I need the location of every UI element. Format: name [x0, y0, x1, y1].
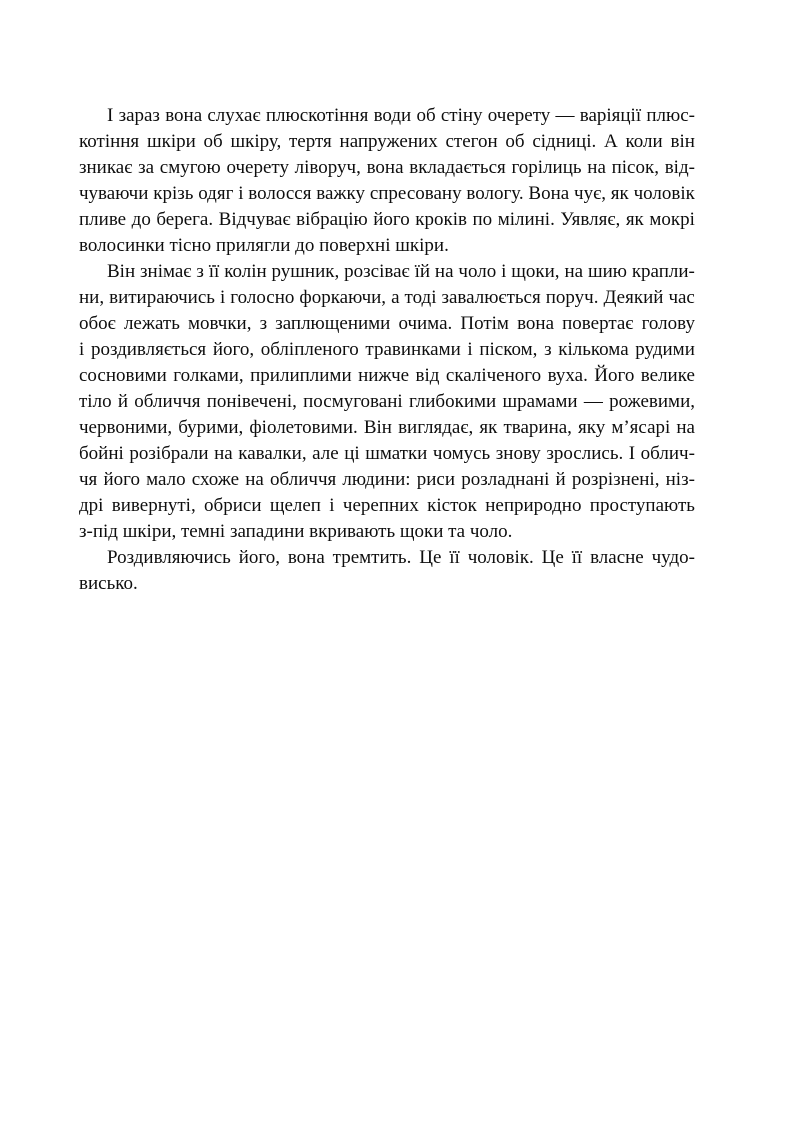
word: І [107, 105, 114, 126]
text-line [79, 207, 695, 233]
word: вуха. [547, 365, 588, 386]
word: чує, [574, 183, 606, 204]
paragraph [79, 545, 695, 597]
text-line [79, 103, 695, 129]
word: сідниці. [532, 131, 597, 152]
word: мовчки, [188, 313, 252, 334]
word: лежать [123, 313, 180, 334]
word: посмуговані [303, 391, 403, 412]
word: їй [414, 261, 431, 282]
word: бойні [79, 443, 124, 464]
word: поруч. [545, 287, 599, 308]
word: об [505, 131, 525, 152]
word: кісток [427, 495, 477, 516]
word: Його [594, 365, 635, 386]
word: риси [416, 469, 456, 490]
word: тертя [288, 131, 332, 152]
word: Деякий [603, 287, 664, 308]
word: як [479, 417, 498, 438]
word: з [196, 261, 204, 282]
word: його, [238, 547, 280, 568]
word: мілині. [497, 209, 555, 230]
word: пливе [79, 209, 127, 230]
word: плюскотіння [265, 105, 369, 126]
word: очерету [226, 157, 289, 178]
word: на [214, 443, 233, 464]
word: — [583, 391, 603, 412]
word: шию [587, 261, 627, 282]
word: глибокими [408, 391, 497, 412]
word: нижче [358, 365, 410, 386]
word: Це [541, 547, 564, 568]
text-line [79, 441, 695, 467]
word: піском, [479, 339, 538, 360]
word: неприродно [485, 495, 582, 516]
word: кавалки, [238, 443, 307, 464]
word: шкіри [146, 131, 196, 152]
word: з [259, 313, 268, 334]
word: об [416, 105, 436, 126]
word: розсіває [344, 261, 410, 282]
word: рожевими, [609, 391, 695, 412]
word: власне [590, 547, 644, 568]
word: м’ясарі [611, 417, 671, 438]
text-line [79, 493, 695, 519]
text-line [79, 311, 695, 337]
word: плюс- [646, 105, 695, 126]
word: а [391, 287, 400, 308]
word: мало [146, 469, 186, 490]
word: обоє [79, 313, 116, 334]
word: зникає [79, 157, 133, 178]
word: Роздивляючись [107, 547, 231, 568]
word: велике [640, 365, 695, 386]
word: від [415, 365, 440, 386]
word: чуваючи [79, 183, 149, 204]
word: Він [363, 417, 392, 438]
word: дрі [79, 495, 104, 516]
word: від- [664, 157, 695, 178]
word: роздивляється [90, 339, 207, 360]
word: чудо- [651, 547, 695, 568]
text-line: з-під шкіри, темні западини вкривають щоки та чоло. [79, 521, 513, 542]
word: розібрали [129, 443, 209, 464]
word: ліворуч, [294, 157, 361, 178]
word: одяг [198, 183, 234, 204]
word: А [604, 131, 618, 152]
word: колін [224, 261, 267, 282]
word: і [79, 339, 85, 360]
word: рудими [635, 339, 695, 360]
word: по [472, 209, 493, 230]
paragraph [79, 259, 695, 545]
word: він [670, 131, 695, 152]
word: тварина, [503, 417, 572, 438]
word: шкіру, [230, 131, 282, 152]
word: заплющеними [275, 313, 391, 334]
word: і [238, 183, 244, 204]
word: вона [165, 105, 203, 126]
word: тіло [79, 391, 112, 412]
word: ни, [79, 287, 105, 308]
word: і [329, 495, 335, 516]
word: спресовану [369, 183, 462, 204]
word: фіолетовими. [249, 417, 358, 438]
word: щоки, [511, 261, 560, 282]
word: шрамами [502, 391, 578, 412]
word: Уявляє, [560, 209, 621, 230]
word: мокрі [649, 209, 695, 230]
word: крапли- [631, 261, 695, 282]
text-line [79, 467, 695, 493]
word: кількома [558, 339, 629, 360]
word: знову [495, 443, 541, 464]
text-line [79, 285, 695, 311]
text-line: волосинки тісно прилягли до поверхні шкіри. [79, 235, 449, 256]
word: яку [578, 417, 606, 438]
word: чоло [458, 261, 497, 282]
word: на [676, 417, 695, 438]
word: варіяції [579, 105, 642, 126]
word: облич- [640, 443, 695, 464]
word: розладнані [461, 469, 550, 490]
word: голосно [230, 287, 295, 308]
text-line [79, 545, 695, 571]
word: вологу. [466, 183, 524, 204]
word: слухає [207, 105, 261, 126]
word: виглядає, [398, 417, 474, 438]
paragraph [79, 103, 695, 259]
word: й [117, 391, 129, 412]
word: берега. [156, 209, 214, 230]
word: голову [641, 313, 695, 334]
word: і [219, 287, 226, 308]
word: обличчя [270, 469, 337, 490]
word: і [467, 339, 473, 360]
word: щелеп [269, 495, 321, 516]
word: й [555, 469, 566, 490]
word: розрізнені, [571, 469, 660, 490]
word: але [312, 443, 339, 464]
word: вона [517, 313, 555, 334]
word: рушник, [271, 261, 340, 282]
word: як [625, 209, 644, 230]
word: обліпленого [260, 339, 359, 360]
word: травинками [365, 339, 461, 360]
word: важку [316, 183, 365, 204]
word: волосся [248, 183, 312, 204]
word: людини: [342, 469, 411, 490]
word: стіну [440, 105, 483, 126]
word: вивернуті, [111, 495, 196, 516]
word: Потім [460, 313, 509, 334]
word: очима. [398, 313, 453, 334]
text-line [79, 259, 695, 285]
word: стегон [445, 131, 498, 152]
word: смугою [159, 157, 221, 178]
word: сосновими [79, 365, 167, 386]
word: — [555, 105, 575, 126]
word: Він [107, 261, 136, 282]
word: черепних [342, 495, 419, 516]
word: Вона [528, 183, 570, 204]
word: вібрацію [296, 209, 368, 230]
word: його [103, 469, 140, 490]
word: вкладається [409, 157, 506, 178]
text-line [79, 415, 695, 441]
word: його, [212, 339, 255, 360]
word: кроків [415, 209, 467, 230]
word: прилиплими [250, 365, 352, 386]
word: І [628, 443, 636, 464]
word: повертає [562, 313, 634, 334]
word: об [203, 131, 223, 152]
word: горілиць [511, 157, 582, 178]
word: ці [344, 443, 360, 464]
text-line [79, 181, 695, 207]
word: її [571, 547, 583, 568]
word: на [587, 157, 606, 178]
word: пісок, [611, 157, 659, 178]
word: голками, [173, 365, 244, 386]
word: схоже [191, 469, 240, 490]
word: чомусь [432, 443, 491, 464]
word: знімає [140, 261, 192, 282]
word: його [373, 209, 410, 230]
word: проступають [589, 495, 695, 516]
word: Це [419, 547, 442, 568]
word: котіння [79, 131, 140, 152]
word: коли [625, 131, 663, 152]
word: напружених [339, 131, 438, 152]
text-line [79, 337, 695, 363]
text-line [79, 389, 695, 415]
text-line [79, 129, 695, 155]
word: тоді [404, 287, 437, 308]
word: як [610, 183, 629, 204]
word: понівечені, [206, 391, 297, 412]
word: шматки [365, 443, 428, 464]
word: червоними, [79, 417, 173, 438]
word: її [449, 547, 460, 568]
word: на [564, 261, 584, 282]
word: води [373, 105, 412, 126]
word: вона [287, 547, 325, 568]
word: завалюється [441, 287, 541, 308]
text-line: висько. [79, 573, 138, 594]
word: очерету [487, 105, 551, 126]
word: обличчя [134, 391, 201, 412]
word: Відчуває [218, 209, 291, 230]
word: крізь [153, 183, 194, 204]
word: тремтить. [332, 547, 412, 568]
word: її [208, 261, 220, 282]
word: чоловік [633, 183, 695, 204]
word: чя [79, 469, 98, 490]
word: з [544, 339, 552, 360]
word: зрослись. [546, 443, 624, 464]
word: форкаючи, [299, 287, 387, 308]
text-block [79, 103, 695, 597]
word: обриси [204, 495, 262, 516]
word: вона [366, 157, 404, 178]
text-line [79, 363, 695, 389]
word: витираючись [109, 287, 215, 308]
word: на [434, 261, 454, 282]
word: бурими, [178, 417, 244, 438]
word: до [131, 209, 151, 230]
word: на [245, 469, 264, 490]
word: чоловік. [467, 547, 534, 568]
text-line [79, 155, 695, 181]
word: час [668, 287, 695, 308]
word: скаліченого [445, 365, 542, 386]
word: ніз- [665, 469, 695, 490]
word: зараз [118, 105, 160, 126]
word: за [138, 157, 155, 178]
word: і [501, 261, 507, 282]
